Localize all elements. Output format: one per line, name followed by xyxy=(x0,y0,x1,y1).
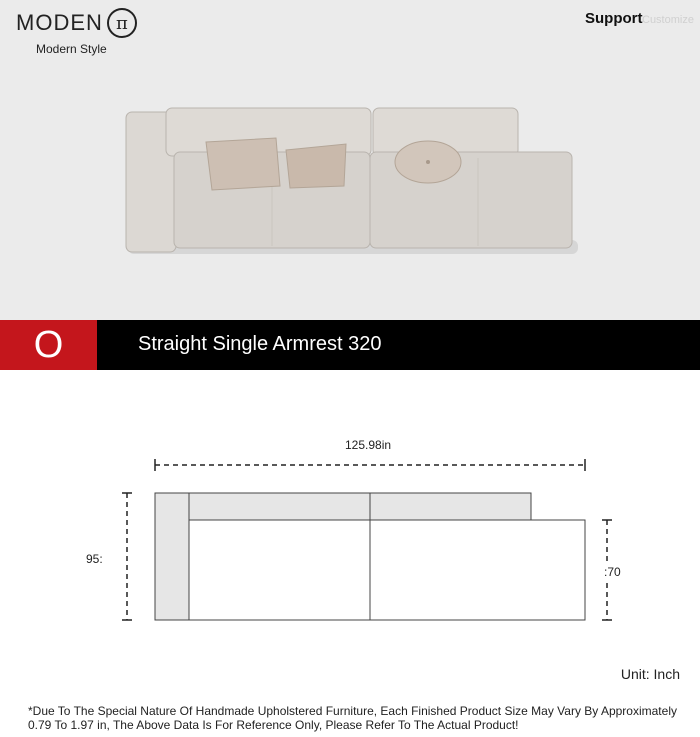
brand-pi-icon: π xyxy=(107,8,137,38)
seat-right xyxy=(370,520,585,620)
model-banner xyxy=(0,320,700,370)
right-depth-label: :70 xyxy=(604,565,621,579)
brand-name: MODEN xyxy=(16,10,103,35)
model-letter-badge xyxy=(0,320,97,370)
unit-label: Unit: Inch xyxy=(620,666,680,682)
sofa-photo xyxy=(120,100,580,260)
width-label: 125.98in xyxy=(345,438,392,452)
model-letter: O xyxy=(33,324,64,366)
back-cushion-left xyxy=(189,493,370,520)
support-link[interactable]: Support xyxy=(585,10,643,27)
product-photo-area xyxy=(0,0,700,320)
brand-logo[interactable] xyxy=(16,8,137,38)
brand-tagline: Modern Style xyxy=(36,42,107,56)
dimension-diagram xyxy=(0,380,700,640)
armrest-outline xyxy=(155,493,189,620)
customize-link[interactable]: Customize xyxy=(642,14,694,26)
disclaimer-note: *Due To The Special Nature Of Handmade Upholstered Furniture, Each Finished Product Size May Vary By Approximately 0.79 To 1.97 in, The Above Data Is For Reference Only, Please Refer To The Actual Product! xyxy=(28,704,677,732)
seat-left xyxy=(189,520,370,620)
left-depth-label: 95: xyxy=(86,552,103,566)
model-title: Straight Single Armrest 320 xyxy=(138,333,382,355)
back-cushion-right xyxy=(370,493,531,520)
